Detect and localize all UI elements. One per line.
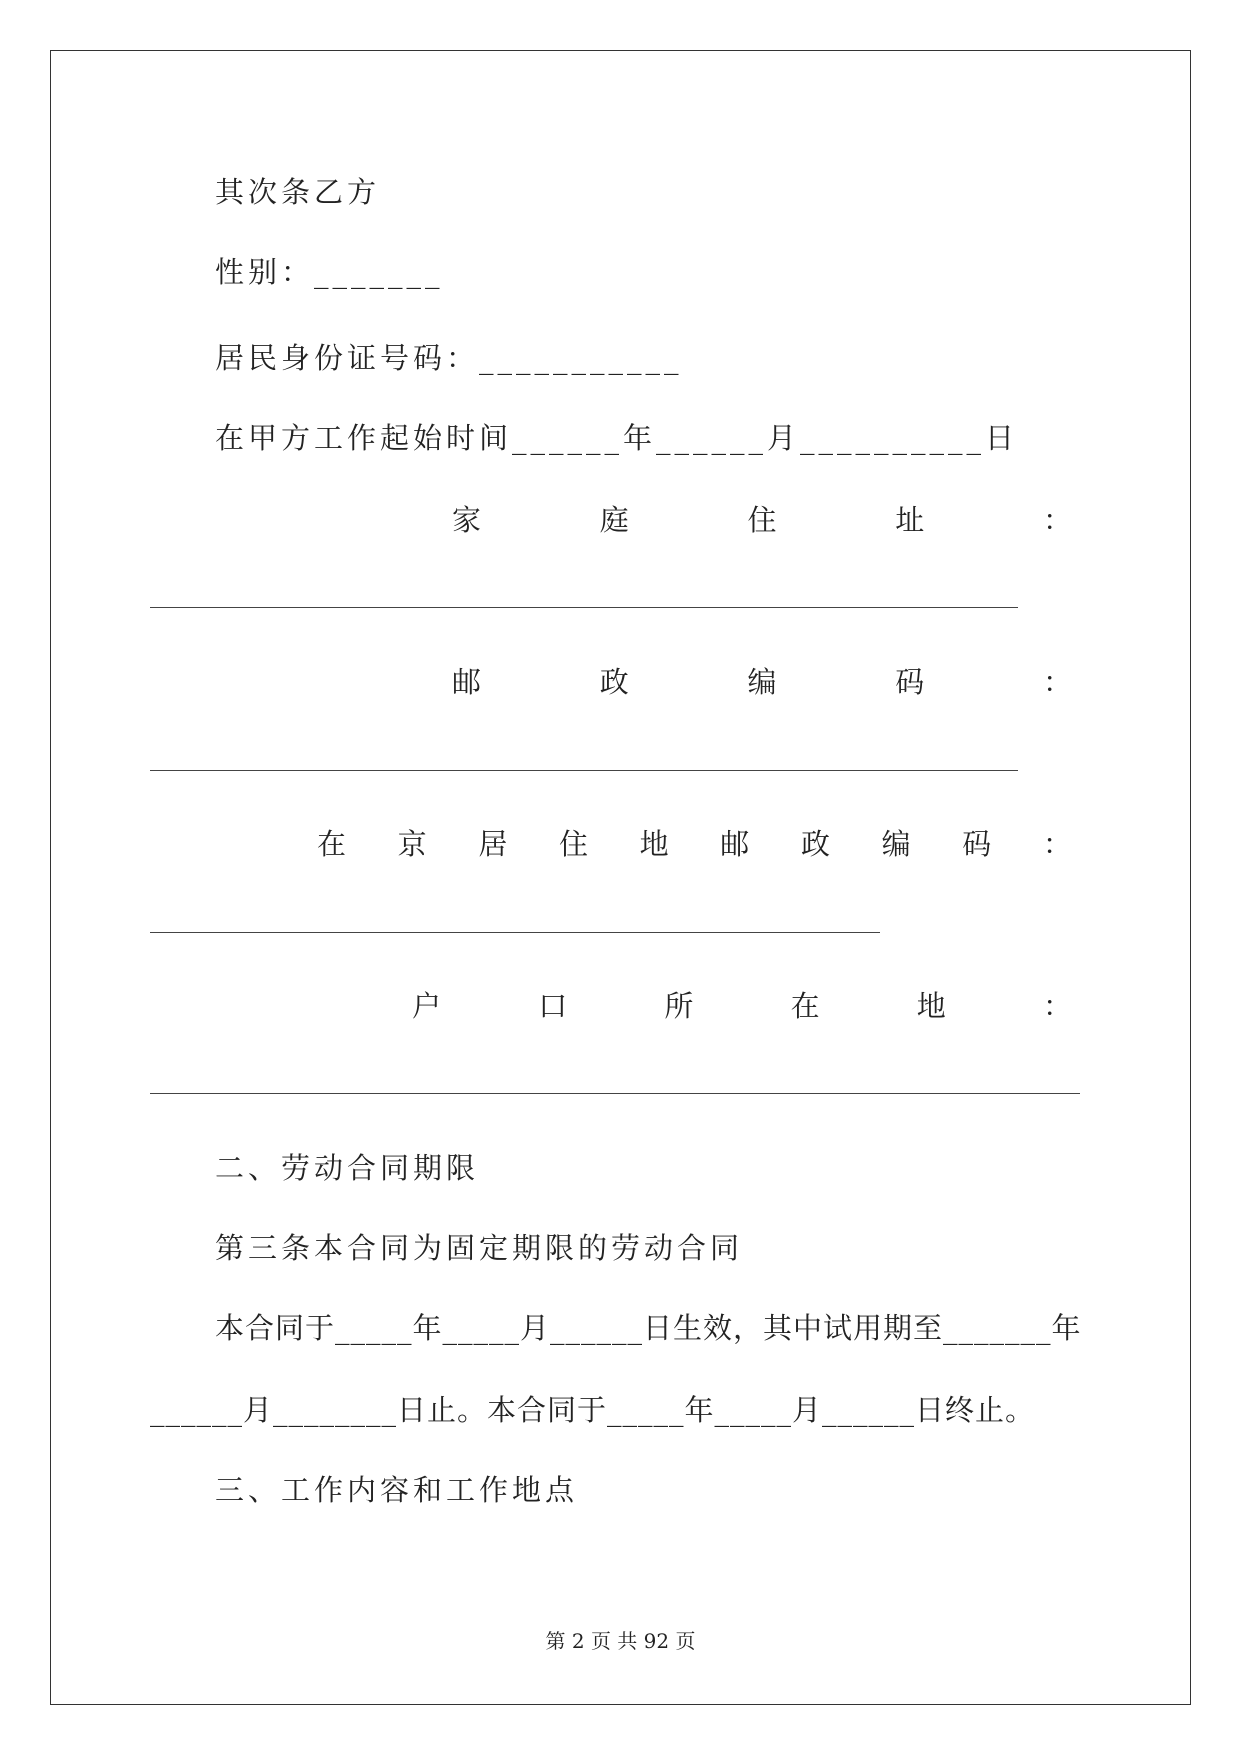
home-address-blank [150, 607, 1018, 608]
postal-code-char: 邮 [452, 665, 482, 699]
home-address-colon: ： [1042, 503, 1072, 537]
postal-code-colon: ： [1042, 665, 1072, 699]
termination-date-line: ______月________日止。本合同于_____年_____月______日终止。 [150, 1393, 1036, 1427]
postal-code-char: 政 [599, 665, 629, 699]
beijing-postal-char: 在 [317, 827, 347, 861]
page-border [50, 50, 1191, 1705]
beijing-postal-label [317, 824, 1072, 864]
gender-field: 性别：_______ [215, 255, 444, 289]
hukou-char: 户 [412, 989, 442, 1023]
beijing-postal-char: 邮 [720, 827, 750, 861]
id-number-field: 居民身份证号码：___________ [215, 341, 683, 375]
hukou-label [412, 986, 1072, 1026]
beijing-postal-char: 地 [639, 827, 669, 861]
postal-code-blank [150, 770, 1018, 771]
beijing-postal-char: 政 [800, 827, 830, 861]
postal-code-label [452, 662, 1072, 702]
page-number: 第 2 页 共 92 页 [545, 1629, 696, 1653]
hukou-char: 地 [916, 989, 946, 1023]
hukou-char: 所 [664, 989, 694, 1023]
section-contract-term: 二、劳动合同期限 [215, 1151, 480, 1185]
effective-date-line: 本合同于_____年_____月______日生效，其中试用期至_______年 [215, 1311, 1082, 1345]
home-address-char: 庭 [599, 503, 629, 537]
beijing-postal-char: 编 [881, 827, 911, 861]
home-address-char: 住 [747, 503, 777, 537]
beijing-postal-blank [150, 932, 880, 933]
section-work-content: 三、工作内容和工作地点 [215, 1473, 579, 1507]
hukou-char: 在 [790, 989, 820, 1023]
home-address-label [452, 500, 1072, 540]
postal-code-char: 编 [747, 665, 777, 699]
start-date-field: 在甲方工作起始时间______年______月__________日 [215, 421, 1019, 455]
article-party-b-heading: 其次条乙方 [215, 175, 381, 209]
article-three: 第三条本合同为固定期限的劳动合同 [215, 1231, 744, 1265]
beijing-postal-colon: ： [1042, 827, 1072, 861]
beijing-postal-char: 居 [478, 827, 508, 861]
postal-code-char: 码 [895, 665, 925, 699]
hukou-blank [150, 1093, 1080, 1094]
hukou-char: 口 [538, 989, 568, 1023]
home-address-char: 家 [452, 503, 482, 537]
hukou-colon: ： [1042, 989, 1072, 1023]
home-address-char: 址 [895, 503, 925, 537]
beijing-postal-char: 码 [962, 827, 992, 861]
beijing-postal-char: 京 [397, 827, 427, 861]
beijing-postal-char: 住 [558, 827, 588, 861]
